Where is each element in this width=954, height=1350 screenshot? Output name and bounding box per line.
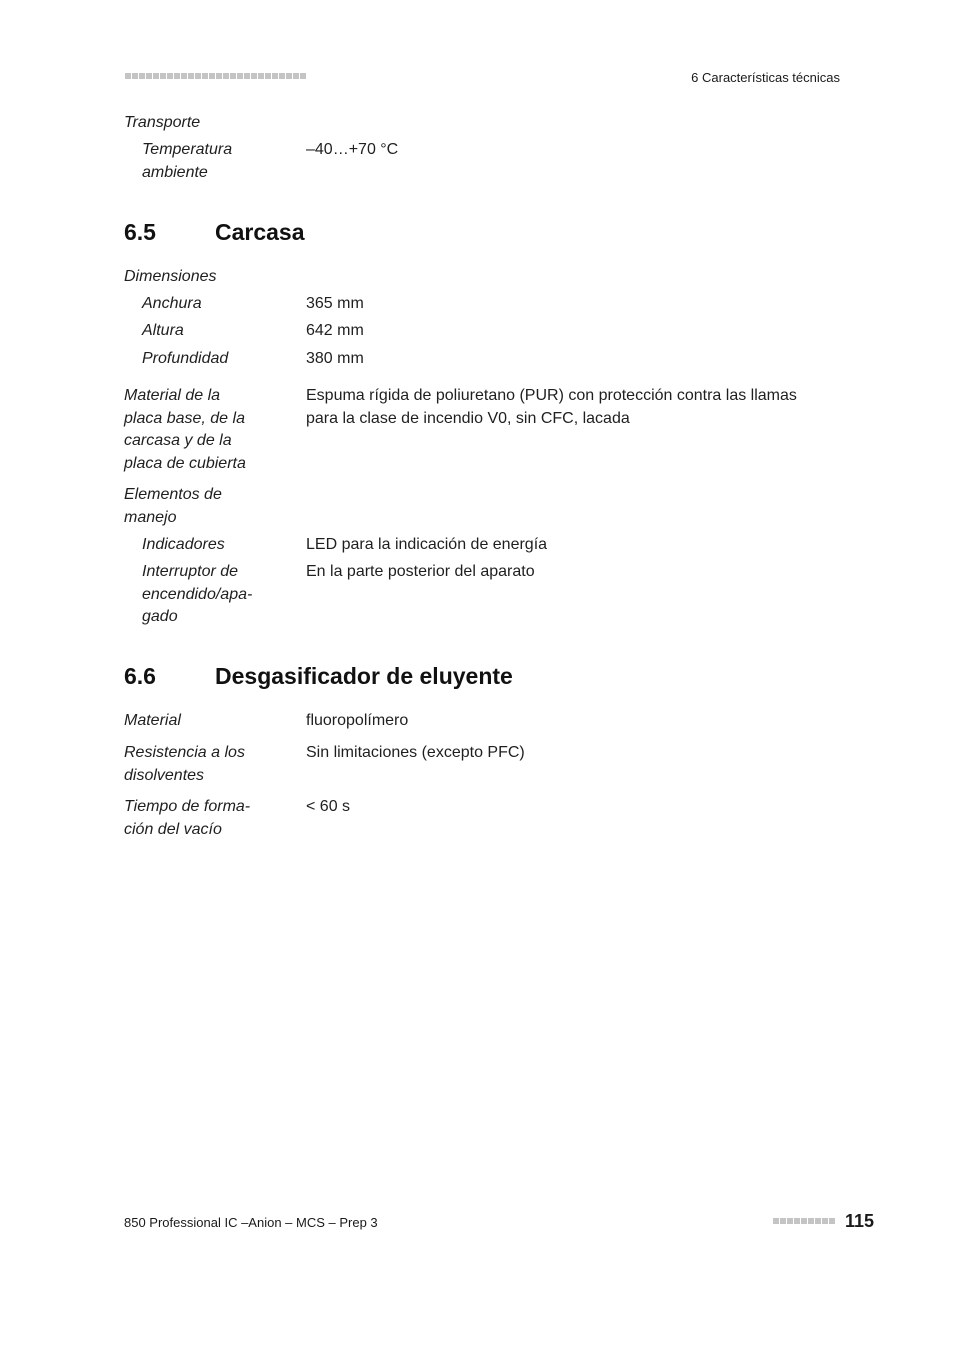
section-65-title: Carcasa — [215, 219, 305, 245]
footer-doc-title: 850 Professional IC –Anion – MCS – Prep 3 — [124, 1215, 378, 1230]
depth-label: Profundidad — [142, 350, 229, 367]
indicators-label: Indicadores — [142, 536, 225, 553]
vacuum-time-value: < 60 s — [306, 798, 351, 815]
width-value: 365 mm — [306, 295, 364, 312]
transport-label: Transporte — [124, 114, 201, 131]
height-value: 642 mm — [306, 322, 364, 339]
indicators-value: LED para la indicación de energía — [306, 536, 548, 553]
resistance-label: Resistencia a los disolventes — [124, 744, 245, 784]
height-label: Altura — [142, 322, 184, 339]
controls-label: Elementos de manejo — [124, 486, 222, 526]
switch-value: En la parte posterior del aparato — [306, 563, 535, 580]
transport-temp-label: Temperatura ambiente — [142, 141, 233, 181]
housing-material-value: Espuma rígida de poliuretano (PUR) con protección contra las llamas para la clase de incendio V0, sin CFC, lacada — [306, 387, 797, 427]
vacuum-time-label: Tiempo de forma- ción del vacío — [124, 798, 251, 838]
degasser-material-label: Material — [124, 712, 181, 729]
transport-temp-value: –40…+70 °C — [306, 141, 399, 158]
header-decoration — [125, 73, 306, 79]
resistance-value: Sin limitaciones (excepto PFC) — [306, 744, 525, 761]
chapter-header: 6 Características técnicas — [691, 70, 840, 85]
section-65-number: 6.5 — [124, 219, 156, 245]
section-66-number: 6.6 — [124, 663, 156, 689]
footer-decoration — [773, 1218, 835, 1224]
depth-value: 380 mm — [306, 350, 364, 367]
width-label: Anchura — [142, 295, 202, 312]
degasser-material-value: fluoropolímero — [306, 712, 409, 729]
dimensions-label: Dimensiones — [124, 268, 217, 285]
switch-label: Interruptor de encendido/apa- gado — [142, 563, 253, 625]
section-66-title: Desgasificador de eluyente — [215, 663, 513, 689]
page-number: 115 — [845, 1211, 875, 1231]
housing-material-label: Material de la placa base, de la carcasa y de la placa de cubierta — [124, 387, 246, 472]
